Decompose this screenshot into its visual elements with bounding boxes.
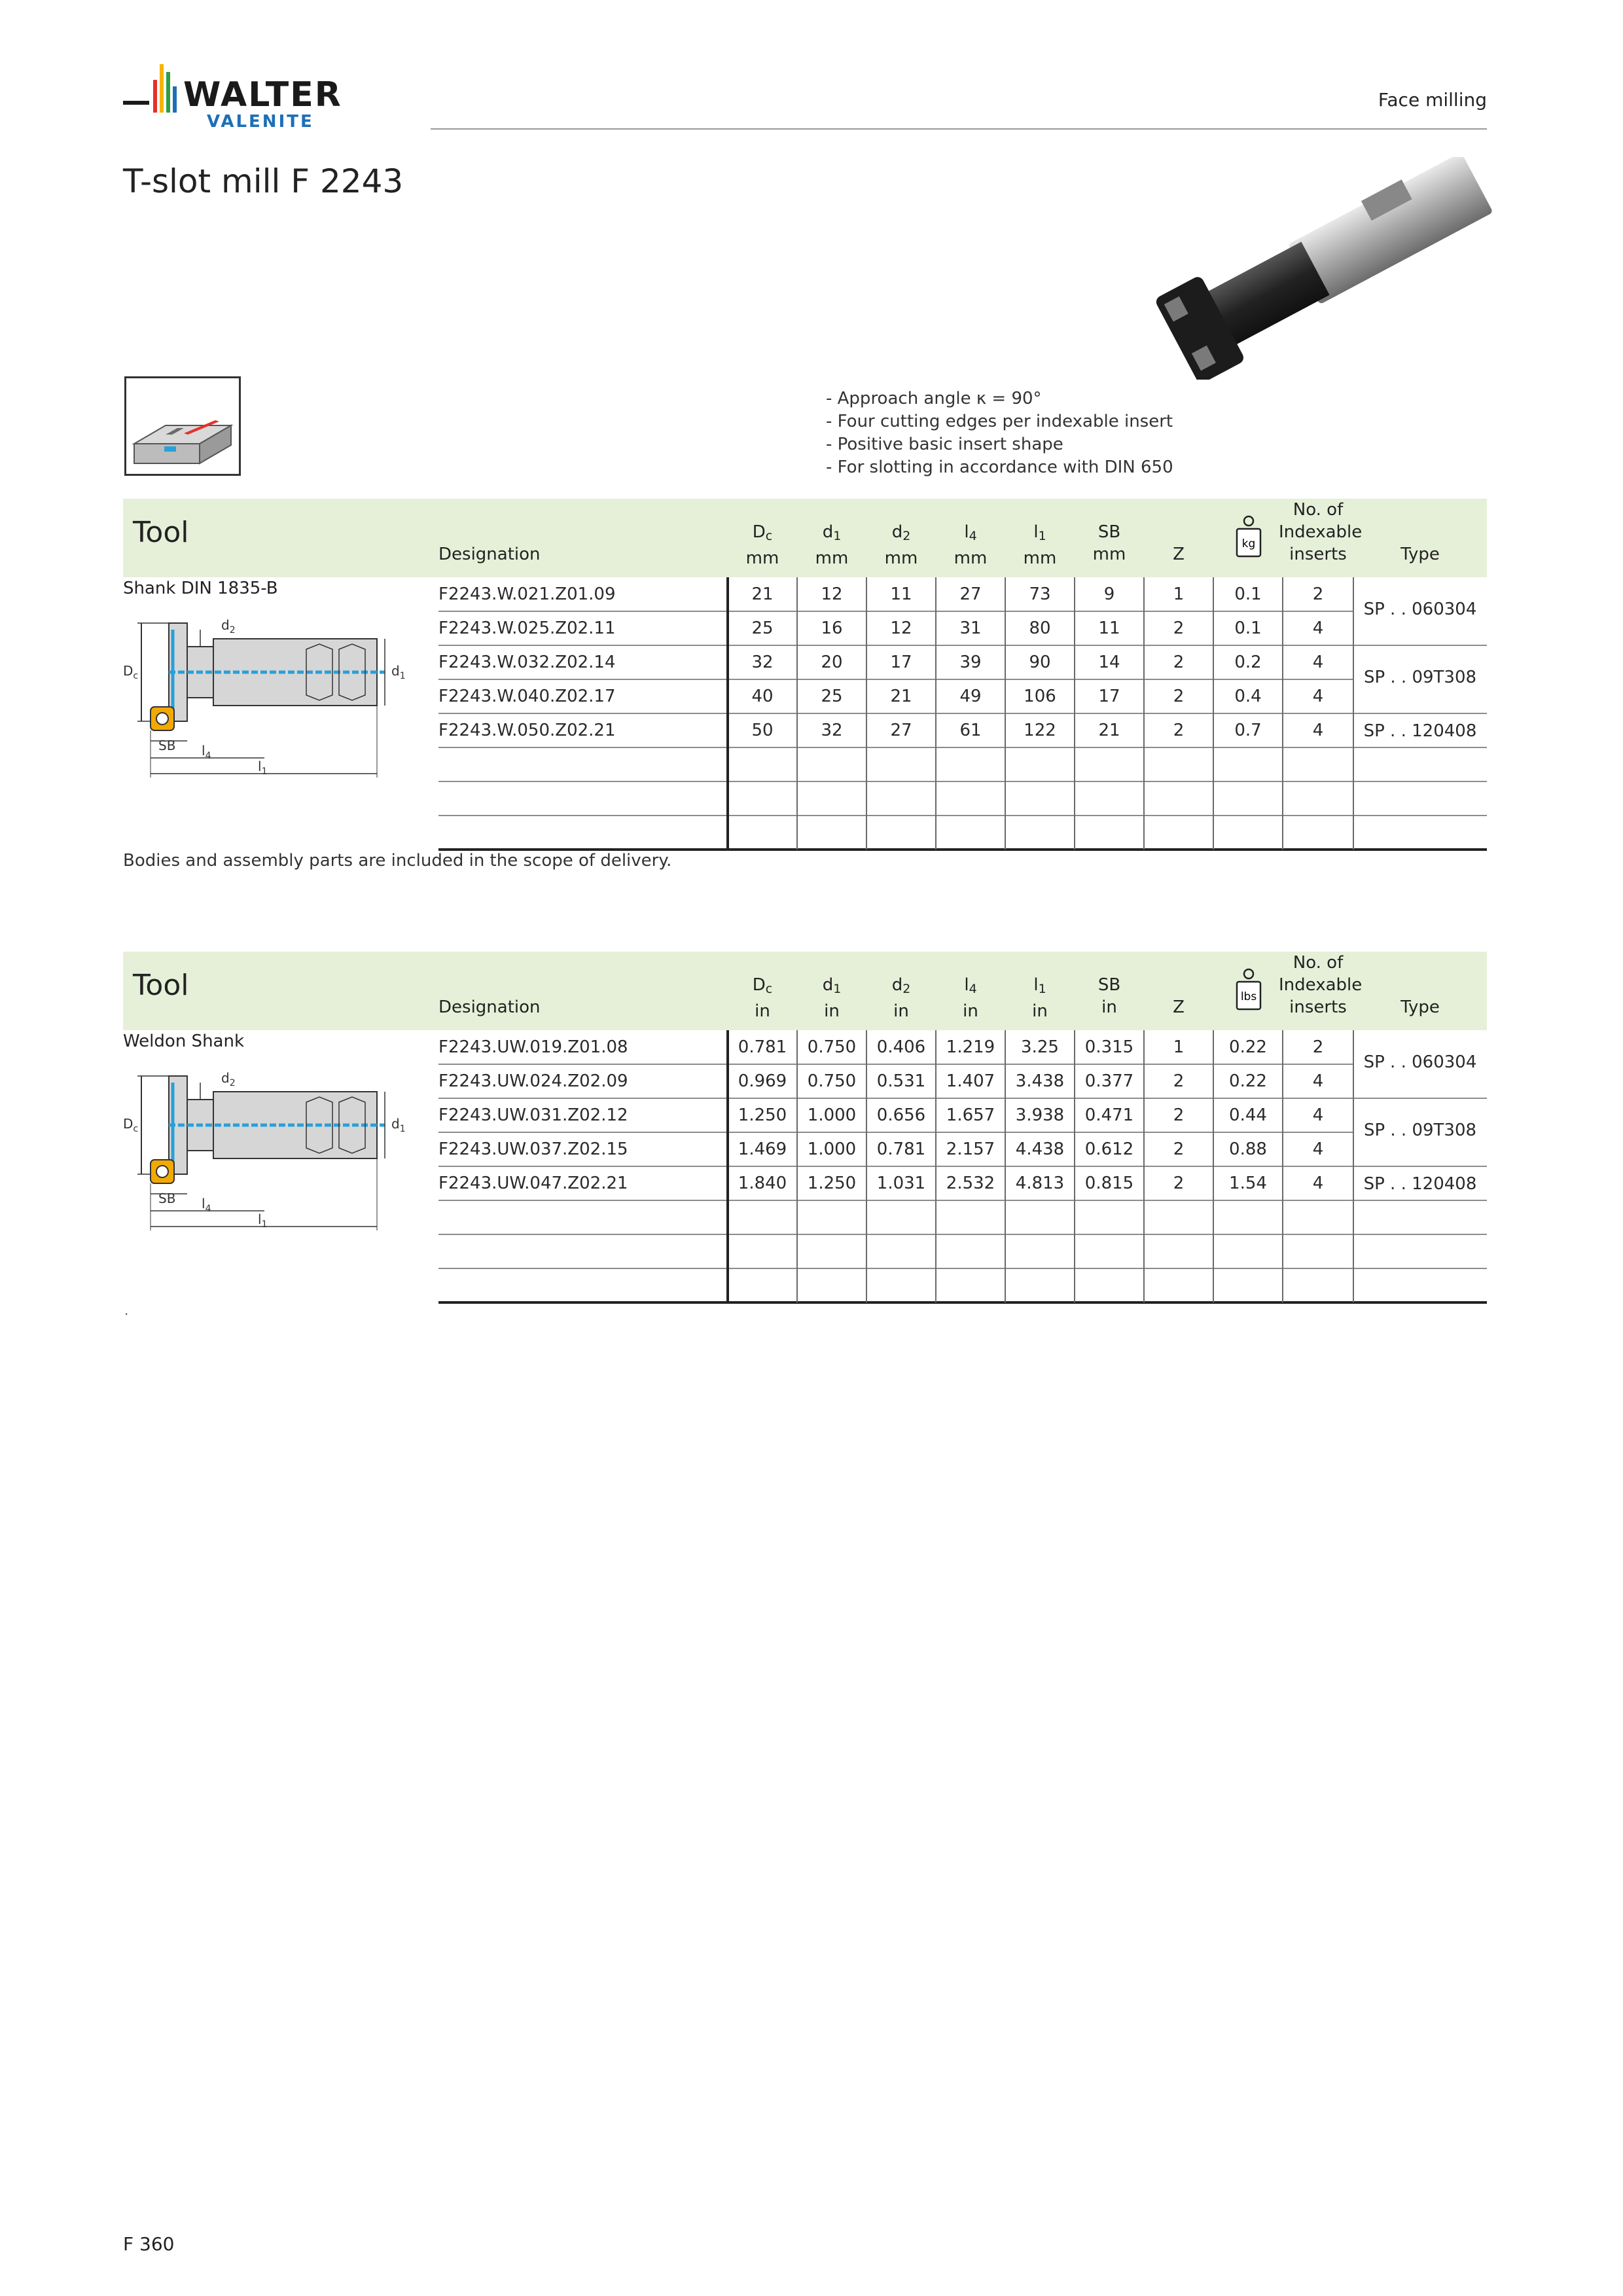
l4-dimension-label-symbol: l xyxy=(202,743,205,759)
l4-header-unit: mm xyxy=(954,548,988,568)
l1-cell: 106 xyxy=(1024,687,1056,706)
d2-cell: 17 xyxy=(890,653,912,672)
d1-dimension-label-symbol: d xyxy=(391,1116,400,1132)
inserts-cell: 2 xyxy=(1312,1037,1324,1057)
dc-cell: 0.969 xyxy=(738,1071,787,1091)
inserts-cell: 2 xyxy=(1312,584,1324,604)
designation-header: Designation xyxy=(438,997,541,1017)
d2-cell: 1.031 xyxy=(876,1174,926,1193)
type-cell: SP . . 120408 xyxy=(1363,1174,1477,1194)
tool-label: Tool xyxy=(133,969,189,1002)
d2-dimension-label xyxy=(221,617,236,636)
designation-cell: F2243.W.032.Z02.14 xyxy=(438,653,616,672)
dc-cell: 32 xyxy=(751,653,774,672)
z-cell: 2 xyxy=(1173,1139,1185,1159)
l1-cell: 73 xyxy=(1029,584,1051,604)
d1-header-symbol: d xyxy=(822,975,834,995)
d2-cell: 0.781 xyxy=(876,1139,926,1159)
z-cell: 1 xyxy=(1173,1037,1185,1057)
walter-valenite-logo xyxy=(123,60,398,132)
d1-dimension-label-symbol: d xyxy=(391,663,400,679)
l4-cell: 27 xyxy=(959,584,982,604)
d1-cell: 20 xyxy=(821,653,843,672)
l1-header-unit: mm xyxy=(1023,548,1057,568)
l4-header-unit: in xyxy=(963,1001,978,1021)
z-cell: 1 xyxy=(1173,584,1185,604)
d1-header xyxy=(797,521,866,569)
inserts-cell: 4 xyxy=(1312,1105,1324,1125)
l4-dimension-label-subscript: 4 xyxy=(205,751,211,761)
l4-cell: 31 xyxy=(959,619,982,638)
l1-dimension-label xyxy=(258,759,267,777)
designation-cell: F2243.UW.037.Z02.15 xyxy=(438,1139,628,1159)
l4-header-subscript: 4 xyxy=(969,982,977,996)
page-number: F 360 xyxy=(123,2233,175,2255)
d2-dimension-label-symbol: d xyxy=(221,617,230,633)
type-cell: SP . . 120408 xyxy=(1363,721,1477,741)
row-divider xyxy=(438,1268,1487,1269)
designation-cell: F2243.W.040.Z02.17 xyxy=(438,687,616,706)
sb-dimension-label: SB xyxy=(158,1191,176,1206)
l1-cell: 4.813 xyxy=(1015,1174,1065,1193)
sb-cell: 14 xyxy=(1098,653,1120,672)
designation-cell: F2243.UW.024.Z02.09 xyxy=(438,1071,628,1091)
dc-cell: 25 xyxy=(751,619,774,638)
designation-cell: F2243.W.025.Z02.11 xyxy=(438,619,616,638)
l4-cell: 2.532 xyxy=(946,1174,995,1193)
l1-dimension-label-subscript: 1 xyxy=(261,1219,268,1230)
z-cell: 2 xyxy=(1173,721,1185,740)
slotting-icon xyxy=(126,378,239,474)
weight-unit: kg xyxy=(1241,537,1256,550)
inserts-cell: 4 xyxy=(1312,1139,1324,1159)
tool-dimension-drawing xyxy=(123,610,411,787)
l1-header-subscript: 1 xyxy=(1038,982,1046,996)
weight-cell: 0.4 xyxy=(1234,687,1262,706)
weight-cell: 0.2 xyxy=(1234,653,1262,672)
feature-item: - For slotting in accordance with DIN 650 xyxy=(826,457,1173,477)
inserts-cell: 4 xyxy=(1312,687,1324,706)
section-title: Face milling xyxy=(1378,89,1487,111)
d2-header-unit: mm xyxy=(884,548,918,568)
inserts-cell: 4 xyxy=(1312,1071,1324,1091)
inserts-header-line1: No. of xyxy=(1293,500,1344,520)
d1-header-subscript: 1 xyxy=(833,982,842,996)
dc-cell: 1.840 xyxy=(738,1174,787,1193)
inserts-cell: 4 xyxy=(1312,1174,1324,1193)
t-slot-mill-photo xyxy=(1139,157,1492,380)
designation-cell: F2243.W.021.Z01.09 xyxy=(438,584,616,604)
dc-cell: 50 xyxy=(751,721,774,740)
row-divider xyxy=(438,1234,1487,1235)
l1-header xyxy=(1005,521,1075,569)
designation-cell: F2243.W.050.Z02.21 xyxy=(438,721,616,740)
sb-symbol: SB xyxy=(1097,975,1121,995)
inserts-cell: 4 xyxy=(1312,619,1324,638)
z-cell: 2 xyxy=(1173,653,1185,672)
feature-item: - Approach angle κ = 90° xyxy=(826,389,1042,408)
dc-dimension-label-symbol: D xyxy=(123,1116,134,1132)
weight-cell: 0.44 xyxy=(1229,1105,1267,1125)
inserts-header-line3: inserts xyxy=(1289,997,1347,1017)
l1-cell: 80 xyxy=(1029,619,1051,638)
d1-header-unit: mm xyxy=(815,548,849,568)
dc-cell: 40 xyxy=(751,687,774,706)
l4-cell: 39 xyxy=(959,653,982,672)
z-header: Z xyxy=(1173,545,1185,564)
dc-header-subscript: c xyxy=(765,529,773,543)
imperial-tool-table xyxy=(123,952,1487,1305)
header-divider xyxy=(431,128,1487,130)
l1-cell: 4.438 xyxy=(1015,1139,1065,1159)
d1-cell: 12 xyxy=(821,584,843,604)
footnote-dot: . xyxy=(124,1302,129,1318)
d1-cell: 25 xyxy=(821,687,843,706)
d1-cell: 16 xyxy=(821,619,843,638)
designation-cell: F2243.UW.019.Z01.08 xyxy=(438,1037,628,1057)
l4-cell: 61 xyxy=(959,721,982,740)
l1-cell: 3.438 xyxy=(1015,1071,1065,1091)
d2-cell: 27 xyxy=(890,721,912,740)
z-cell: 2 xyxy=(1173,1071,1185,1091)
sb-cell: 0.612 xyxy=(1084,1139,1134,1159)
d2-cell: 21 xyxy=(890,687,912,706)
inserts-header-line1: No. of xyxy=(1293,953,1344,973)
shank-label: Shank DIN 1835-B xyxy=(123,579,278,598)
inserts-cell: 4 xyxy=(1312,653,1324,672)
inserts-header-line2: Indexable xyxy=(1279,975,1363,995)
application-icon xyxy=(124,376,241,476)
l4-header xyxy=(936,974,1005,1022)
weight-cell: 0.22 xyxy=(1229,1071,1267,1091)
row-divider xyxy=(438,781,1487,782)
type-header: Type xyxy=(1400,545,1440,564)
inserts-header-line2: Indexable xyxy=(1279,522,1363,542)
l1-cell: 90 xyxy=(1029,653,1051,672)
d2-cell: 11 xyxy=(890,584,912,604)
weight-cell: 0.7 xyxy=(1234,721,1262,740)
d2-cell: 12 xyxy=(890,619,912,638)
d1-dimension-label xyxy=(391,663,406,681)
d2-header-subscript: 2 xyxy=(902,982,911,996)
l4-header xyxy=(936,521,1005,569)
inserts-header xyxy=(1279,952,1363,1018)
d1-dimension-label-subscript: 1 xyxy=(399,671,406,681)
d2-cell: 0.656 xyxy=(876,1105,926,1125)
l4-dimension-label-symbol: l xyxy=(202,1196,205,1211)
d1-cell: 32 xyxy=(821,721,843,740)
dc-dimension-label xyxy=(123,663,138,681)
sb-cell: 17 xyxy=(1098,687,1120,706)
l4-cell: 49 xyxy=(959,687,982,706)
type-cell: SP . . 09T308 xyxy=(1363,1121,1477,1140)
d1-cell: 0.750 xyxy=(807,1071,857,1091)
z-header: Z xyxy=(1173,997,1185,1017)
sb-cell: 21 xyxy=(1098,721,1120,740)
sb-cell: 11 xyxy=(1098,619,1120,638)
z-cell: 2 xyxy=(1173,619,1185,638)
l1-header xyxy=(1005,974,1075,1022)
logo-walter-text: WALTER xyxy=(183,75,342,115)
feature-item: - Four cutting edges per indexable insert xyxy=(826,412,1173,431)
sb-unit: mm xyxy=(1092,545,1126,564)
d2-header-subscript: 2 xyxy=(902,529,911,543)
dc-cell: 1.250 xyxy=(738,1105,787,1125)
inserts-header-line3: inserts xyxy=(1289,545,1347,564)
l1-dimension-label-symbol: l xyxy=(258,759,262,774)
d2-header-symbol: d xyxy=(891,975,903,995)
designation-header: Designation xyxy=(438,545,541,564)
weight-icon xyxy=(1236,965,1262,1017)
dc-dimension-label-subscript: c xyxy=(133,1124,139,1134)
l4-cell: 1.407 xyxy=(946,1071,995,1091)
d1-header xyxy=(797,974,866,1022)
dc-header-subscript: c xyxy=(765,982,773,996)
inserts-cell: 4 xyxy=(1312,721,1324,740)
weight-cell: 1.54 xyxy=(1229,1174,1267,1193)
d1-dimension-label-subscript: 1 xyxy=(399,1124,406,1134)
delivery-note: Bodies and assembly parts are included in the scope of delivery. xyxy=(123,851,672,870)
l1-cell: 3.25 xyxy=(1021,1037,1059,1057)
l1-dimension-label-subscript: 1 xyxy=(261,766,268,777)
type-cell: SP . . 09T308 xyxy=(1363,668,1477,687)
l1-header-subscript: 1 xyxy=(1038,529,1046,543)
row-divider xyxy=(438,1301,1487,1304)
d2-cell: 0.406 xyxy=(876,1037,926,1057)
d1-cell: 1.250 xyxy=(807,1174,857,1193)
dc-dimension-label-subscript: c xyxy=(133,671,139,681)
dc-dimension-label-symbol: D xyxy=(123,663,134,679)
sb-dimension-label: SB xyxy=(158,738,176,753)
l4-header-symbol: l xyxy=(964,975,969,995)
dc-header xyxy=(728,521,797,569)
d1-cell: 1.000 xyxy=(807,1139,857,1159)
dc-header-unit: mm xyxy=(745,548,779,568)
sb-cell: 0.471 xyxy=(1084,1105,1134,1125)
sb-header xyxy=(1075,974,1144,1018)
sb-cell: 0.315 xyxy=(1084,1037,1134,1057)
l4-cell: 1.219 xyxy=(946,1037,995,1057)
row-divider xyxy=(438,815,1487,816)
l4-header-symbol: l xyxy=(964,522,969,542)
shank-label: Weldon Shank xyxy=(123,1031,245,1051)
dc-header-unit: in xyxy=(755,1001,770,1021)
dc-cell: 21 xyxy=(751,584,774,604)
weight-unit: lbs xyxy=(1240,990,1257,1003)
l1-cell: 3.938 xyxy=(1015,1105,1065,1125)
feature-list xyxy=(826,387,1173,479)
d1-dimension-label xyxy=(391,1116,406,1134)
l4-dimension-label-subscript: 4 xyxy=(205,1204,211,1214)
z-cell: 2 xyxy=(1173,687,1185,706)
d2-dimension-label-subscript: 2 xyxy=(229,625,236,636)
designation-cell: F2243.UW.031.Z02.12 xyxy=(438,1105,628,1125)
type-cell: SP . . 060304 xyxy=(1363,600,1477,619)
dc-header-symbol: D xyxy=(752,975,766,995)
l1-header-unit: in xyxy=(1032,1001,1048,1021)
d2-dimension-label-symbol: d xyxy=(221,1070,230,1086)
dc-cell: 1.469 xyxy=(738,1139,787,1159)
d2-dimension-label xyxy=(221,1070,236,1088)
d2-cell: 0.531 xyxy=(876,1071,926,1091)
l1-header-symbol: l xyxy=(1033,975,1039,995)
weight-icon xyxy=(1236,512,1262,564)
sb-header xyxy=(1075,521,1144,565)
weight-cell: 0.22 xyxy=(1229,1037,1267,1057)
sb-cell: 9 xyxy=(1103,584,1115,604)
d2-header-unit: in xyxy=(893,1001,909,1021)
l1-dimension-label-symbol: l xyxy=(258,1211,262,1227)
l1-cell: 122 xyxy=(1024,721,1056,740)
weight-cell: 0.88 xyxy=(1229,1139,1267,1159)
tool-label: Tool xyxy=(133,516,189,549)
weight-cell: 0.1 xyxy=(1234,619,1262,638)
l4-cell: 1.657 xyxy=(946,1105,995,1125)
l4-cell: 2.157 xyxy=(946,1139,995,1159)
logo-valenite-text: VALENITE xyxy=(207,112,314,132)
d2-header xyxy=(866,974,936,1022)
l4-dimension-label xyxy=(202,1196,211,1214)
d1-header-unit: in xyxy=(824,1001,840,1021)
type-header: Type xyxy=(1400,997,1440,1017)
d1-header-symbol: d xyxy=(822,522,834,542)
z-cell: 2 xyxy=(1173,1174,1185,1193)
sb-cell: 0.377 xyxy=(1084,1071,1134,1091)
dc-dimension-label xyxy=(123,1116,138,1134)
l1-header-symbol: l xyxy=(1033,522,1039,542)
metric-tool-table xyxy=(123,499,1487,852)
dc-cell: 0.781 xyxy=(738,1037,787,1057)
type-cell: SP . . 060304 xyxy=(1363,1052,1477,1072)
l4-header-subscript: 4 xyxy=(969,529,977,543)
inserts-header xyxy=(1279,499,1363,565)
page-title: T-slot mill F 2243 xyxy=(123,162,404,200)
d1-cell: 1.000 xyxy=(807,1105,857,1125)
tool-dimension-drawing xyxy=(123,1063,411,1240)
sb-unit: in xyxy=(1101,997,1117,1017)
z-cell: 2 xyxy=(1173,1105,1185,1125)
l4-dimension-label xyxy=(202,743,211,761)
d2-header xyxy=(866,521,936,569)
l1-dimension-label xyxy=(258,1211,267,1230)
dc-header xyxy=(728,974,797,1022)
sb-cell: 0.815 xyxy=(1084,1174,1134,1193)
d2-dimension-label-subscript: 2 xyxy=(229,1078,236,1088)
designation-cell: F2243.UW.047.Z02.21 xyxy=(438,1174,628,1193)
d1-header-subscript: 1 xyxy=(833,529,842,543)
feature-item: - Positive basic insert shape xyxy=(826,435,1063,454)
d2-header-symbol: d xyxy=(891,522,903,542)
d1-cell: 0.750 xyxy=(807,1037,857,1057)
sb-symbol: SB xyxy=(1097,522,1121,542)
dc-header-symbol: D xyxy=(752,522,766,542)
weight-cell: 0.1 xyxy=(1234,584,1262,604)
